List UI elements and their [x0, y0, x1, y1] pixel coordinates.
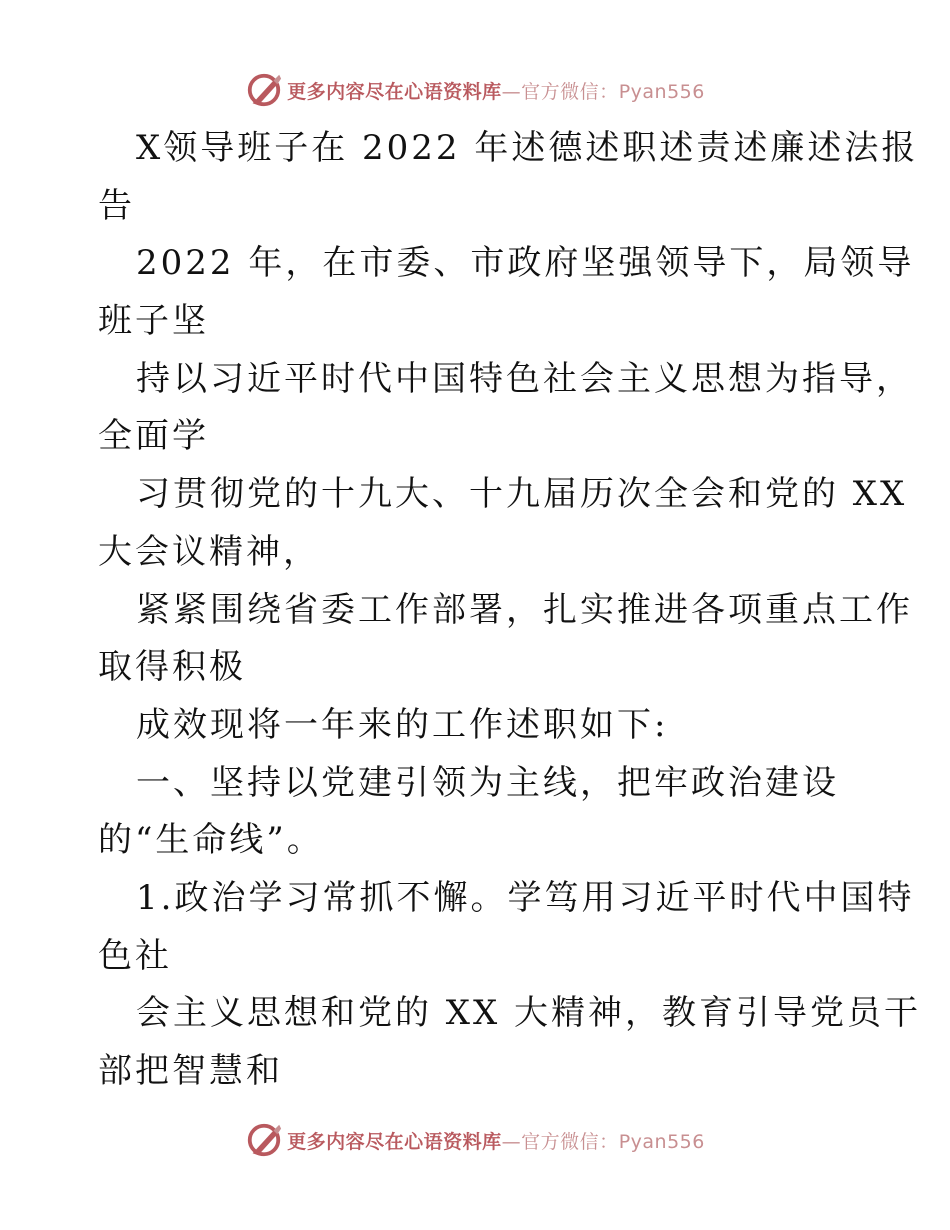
document-line: X领导班子在 2022 年述德述职述责述廉述法报 [136, 128, 919, 168]
header-watermark-banner [0, 68, 950, 112]
document-line: 1.政治学习常抓不懈。学笃用习近平时代中国特 [136, 877, 915, 918]
quill-pen-logo-icon [245, 1121, 283, 1159]
banner-wechat-label: 官方微信： [521, 1130, 619, 1153]
banner-wechat-id: Pyan556 [618, 80, 705, 103]
banner-separator: — [501, 1130, 522, 1153]
document-line: 大会议精神， [98, 531, 320, 572]
banner-brand-text: 更多内容尽在心语资料库 [287, 80, 502, 103]
banner-wechat-label: 官方微信： [521, 80, 619, 103]
document-line: 成效现将一年来的工作述职如下: [136, 704, 669, 745]
document-line: 紧紧围绕省委工作部署，扎实推进各项重点工作 [136, 589, 913, 630]
document-line: 部把智慧和 [98, 1051, 283, 1091]
document-line: 色社 [98, 935, 172, 976]
document-line: 2022 年，在市委、市政府坚强领导下，局领导 [136, 243, 915, 284]
document-body [98, 120, 922, 1101]
quill-pen-logo-icon [245, 71, 283, 109]
footer-watermark-banner [0, 1118, 950, 1162]
banner-separator: — [501, 80, 522, 103]
document-line: 取得积极 [98, 647, 246, 688]
document-line: 班子坚 [98, 301, 209, 342]
document-line: 全面学 [98, 416, 209, 457]
document-line: 告 [98, 185, 135, 226]
document-line: 习贯彻党的十九大、十九届历次全会和党的 XX [136, 474, 908, 515]
banner-wechat-id: Pyan556 [618, 1130, 705, 1153]
document-line: 的“生命线”。 [98, 820, 324, 861]
document-line: 持以习近平时代中国特色社会主义思想为指导， [136, 358, 913, 399]
document-line: 一、坚持以党建引领为主线，把牢政治建设 [136, 762, 839, 803]
document-line: 会主义思想和党的 XX 大精神，教育引导党员干 [136, 993, 922, 1034]
banner-brand-text: 更多内容尽在心语资料库 [287, 1130, 502, 1153]
